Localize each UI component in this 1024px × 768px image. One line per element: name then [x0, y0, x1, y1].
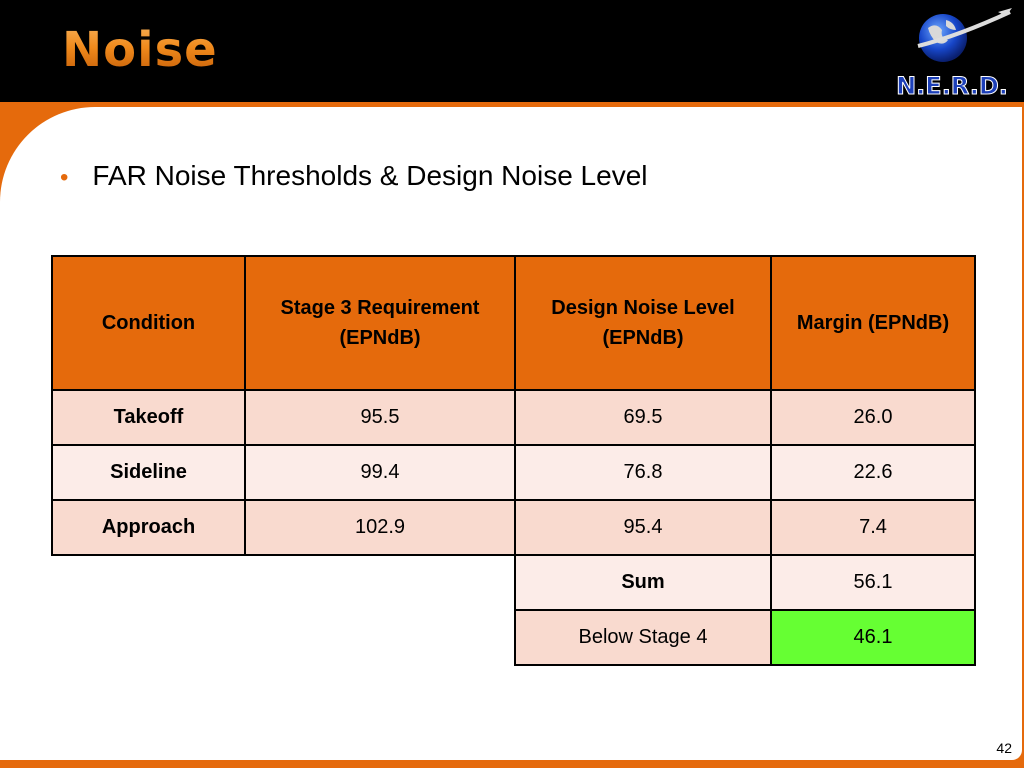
slide-title: Noise [62, 22, 218, 78]
header-design: Design Noise Level (EPNdB) [515, 256, 771, 390]
sum-label: Sum [515, 555, 771, 610]
table-header-row [52, 256, 975, 390]
bullet-icon: • [60, 164, 69, 191]
row-condition: Sideline [52, 445, 245, 500]
header-stage3: Stage 3 Requirement (EPNdB) [245, 256, 515, 390]
below-stage4-row [52, 610, 975, 665]
row-stage3: 99.4 [245, 445, 515, 500]
header-condition: Condition [52, 256, 245, 390]
row-margin: 7.4 [771, 500, 975, 555]
row-stage3: 95.5 [245, 390, 515, 445]
row-condition: Approach [52, 500, 245, 555]
sum-row [52, 555, 975, 610]
row-margin: 26.0 [771, 390, 975, 445]
table-row [52, 390, 975, 445]
row-condition: Takeoff [52, 390, 245, 445]
row-margin: 22.6 [771, 445, 975, 500]
logo-text: N.E.R.D. [896, 72, 1008, 100]
page-number: 42 [996, 740, 1012, 756]
row-stage3: 102.9 [245, 500, 515, 555]
below-stage4-label: Below Stage 4 [515, 610, 771, 665]
below-stage4-value: 46.1 [771, 610, 975, 665]
table-row [52, 500, 975, 555]
bullet-point [60, 160, 647, 192]
nerd-logo [888, 2, 1016, 100]
row-design: 76.8 [515, 445, 771, 500]
row-design: 69.5 [515, 390, 771, 445]
sum-value: 56.1 [771, 555, 975, 610]
noise-table [51, 255, 976, 666]
bullet-text: FAR Noise Thresholds & Design Noise Level [92, 160, 648, 191]
row-design: 95.4 [515, 500, 771, 555]
table-row [52, 445, 975, 500]
header-margin: Margin (EPNdB) [771, 256, 975, 390]
